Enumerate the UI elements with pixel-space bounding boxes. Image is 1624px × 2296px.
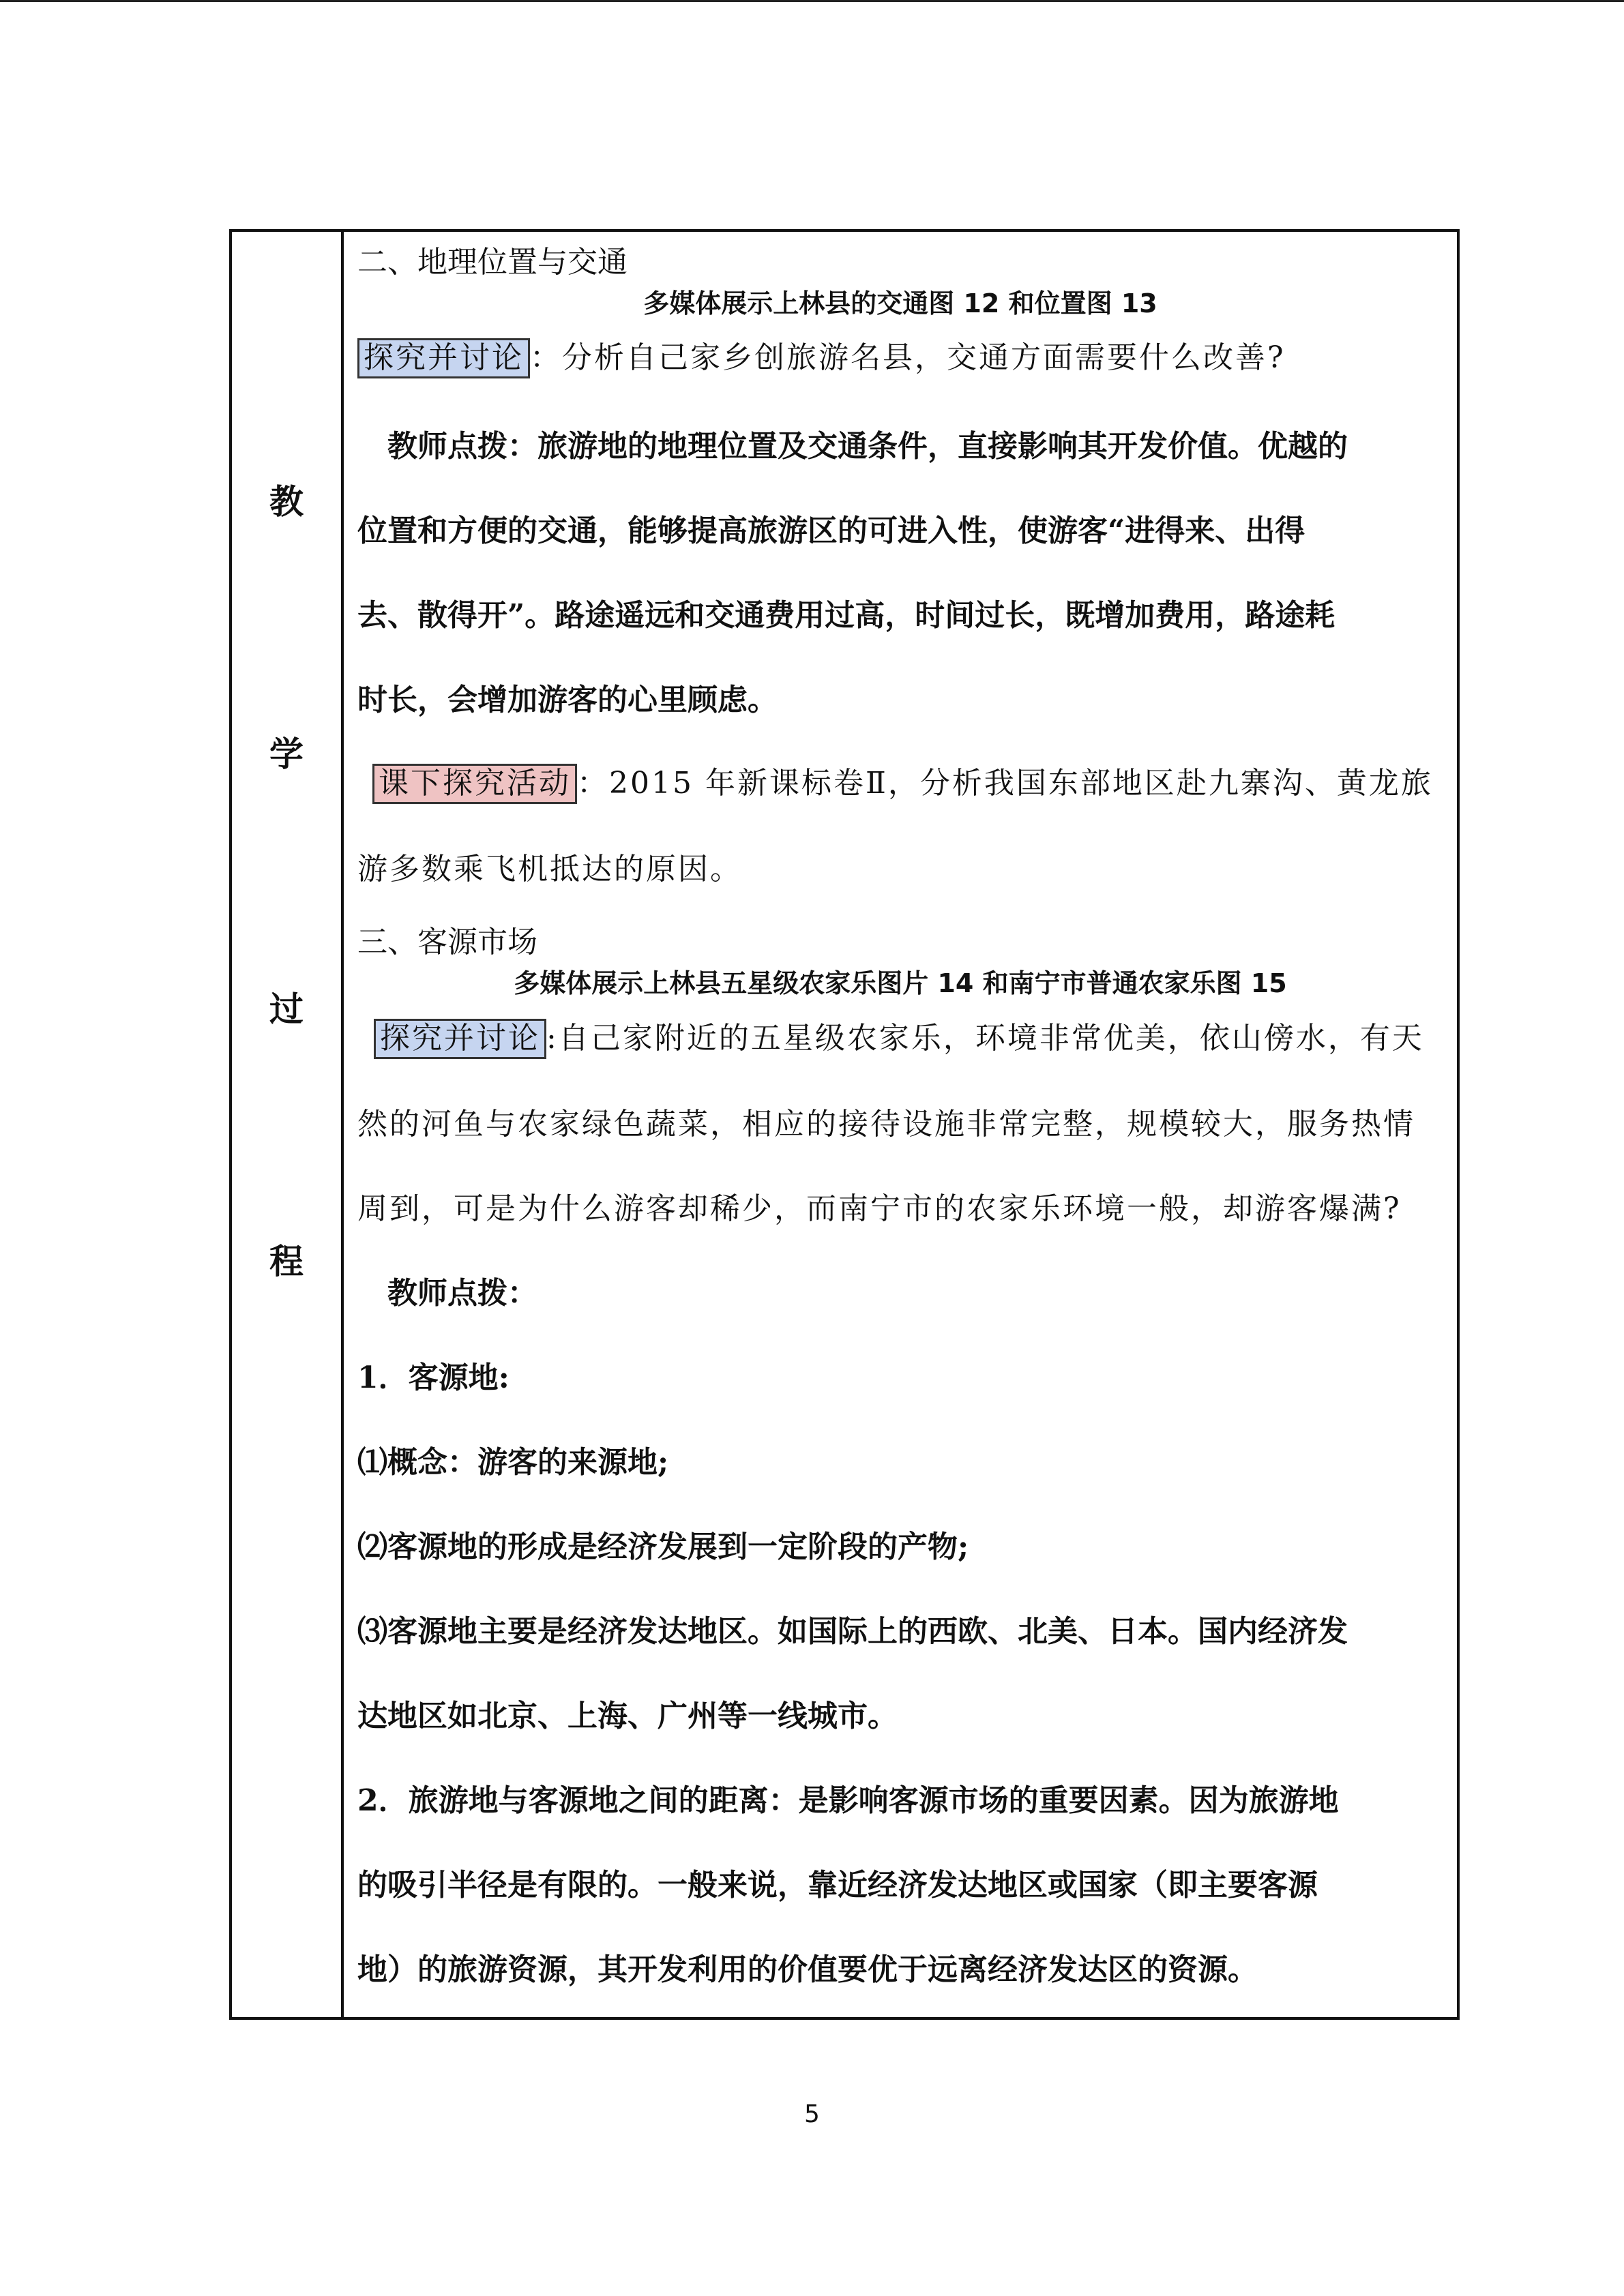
discuss-tag: 探究并讨论 bbox=[374, 1019, 546, 1059]
section2-discuss-text: ：分析自己家乡创旅游名县，交通方面需要什么改善? bbox=[530, 340, 1286, 375]
teacher-guidance-line: 位置和方便的交通，能够提高旅游区的可进入性，使游客“进得来、出得 bbox=[357, 513, 1305, 548]
section3-discuss-text: :自己家附近的五星级农家乐，环境非常优美，依山傍水，有天 bbox=[546, 1021, 1424, 1056]
side-label-cheng: 程 bbox=[269, 1241, 304, 1281]
section2-media-note: 多媒体展示上林县的交通图 12 和位置图 13 bbox=[643, 288, 1157, 318]
side-label-column bbox=[232, 232, 344, 2017]
point-line: ⑶客源地主要是经济发达地区。如国际上的西欧、北美、日本。国内经济发 bbox=[357, 1614, 1348, 1649]
activity-text-cont: 游多数乘飞机抵达的原因。 bbox=[357, 852, 742, 886]
point-line: ⑴概念：游客的来源地; bbox=[357, 1445, 669, 1480]
teacher-guidance-label: 教师点拨： bbox=[387, 1276, 537, 1311]
side-label-guo: 过 bbox=[269, 989, 304, 1029]
section2-heading: 二、地理位置与交通 bbox=[357, 245, 628, 280]
point-line: 2．旅游地与客源地之间的距离：是影响客源市场的重要因素。因为旅游地 bbox=[357, 1783, 1339, 1818]
activity-tag: 课下探究活动 bbox=[372, 764, 577, 804]
lesson-table bbox=[229, 229, 1460, 2020]
discuss-tag: 探究并讨论 bbox=[357, 338, 530, 378]
point-line: ⑵客源地的形成是经济发展到一定阶段的产物; bbox=[357, 1530, 969, 1564]
section3-heading: 三、客源市场 bbox=[357, 925, 537, 959]
teacher-guidance-line: 去、散得开”。路途遥远和交通费用过高，时间过长，既增加费用，路途耗 bbox=[357, 598, 1335, 633]
side-label-xue: 学 bbox=[269, 734, 304, 774]
section3-discuss-line bbox=[374, 1013, 1424, 1059]
point-line: 1．客源地: bbox=[357, 1360, 510, 1395]
point-line: 达地区如北京、上海、广州等一线城市。 bbox=[357, 1699, 898, 1733]
content-column bbox=[344, 232, 1457, 2017]
teacher-guidance-line: 教师点拨：旅游地的地理位置及交通条件，直接影响其开发价值。优越的 bbox=[387, 429, 1348, 464]
teacher-guidance-line: 时长，会增加游客的心里顾虑。 bbox=[357, 683, 778, 717]
section3-discuss-cont: 然的河鱼与农家绿色蔬菜，相应的接待设施非常完整，规模较大，服务热情 bbox=[357, 1107, 1415, 1142]
point-line: 的吸引半径是有限的。一般来说，靠近经济发达地区或国家（即主要客源 bbox=[357, 1868, 1318, 1903]
section2-discuss-line bbox=[357, 333, 1286, 378]
page-top-border bbox=[0, 0, 1624, 2]
section3-media-note: 多媒体展示上林县五星级农家乐图片 14 和南宁市普通农家乐图 15 bbox=[514, 968, 1287, 998]
activity-line bbox=[372, 758, 1433, 804]
section3-discuss-cont: 周到，可是为什么游客却稀少，而南宁市的农家乐环境一般，却游客爆满? bbox=[357, 1191, 1402, 1226]
page-number: 5 bbox=[804, 2100, 820, 2128]
side-label-jiao: 教 bbox=[269, 481, 304, 522]
point-line: 地）的旅游资源，其开发利用的价值要优于远离经济发达区的资源。 bbox=[357, 1952, 1258, 1987]
activity-text: ：2015 年新课标卷Ⅱ，分析我国东部地区赴九寨沟、黄龙旅 bbox=[577, 766, 1433, 801]
